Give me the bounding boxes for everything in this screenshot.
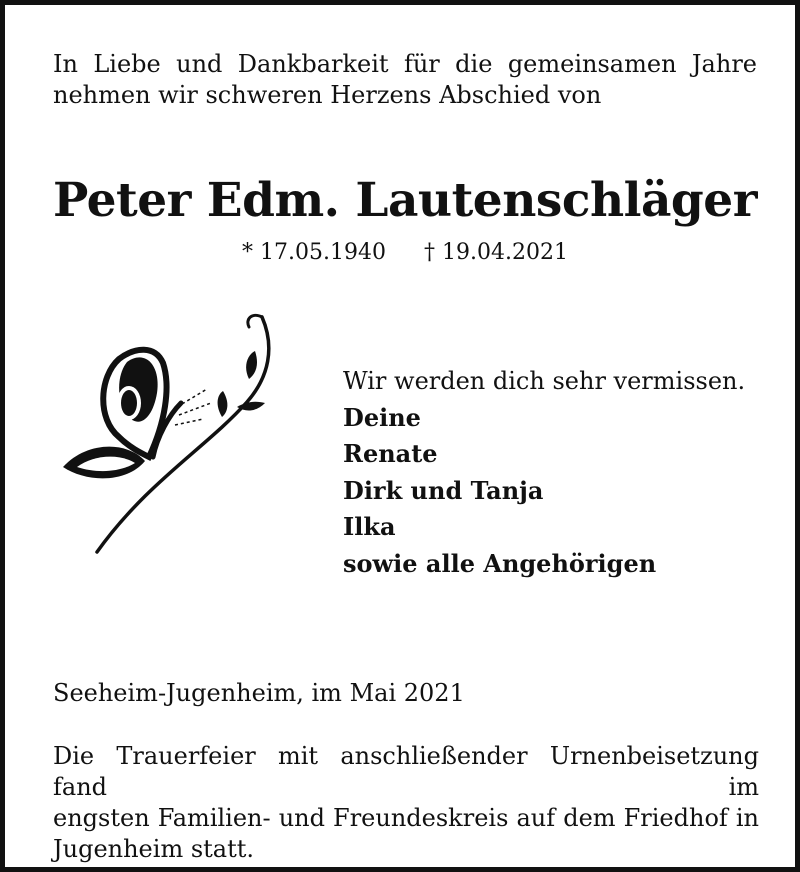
intro-line-1: In Liebe und Dankbarkeit für die gemeinsamen Jahre [53,50,757,78]
butterfly-icon [57,307,277,557]
signature-line: Renate [343,439,438,468]
intro-line-2: nehmen wir schweren Herzens Abschied von [53,81,602,109]
life-dates [5,240,800,265]
signature-line: Ilka [343,512,396,541]
ceremony-line: Jugenheim statt. [53,835,255,863]
ceremony-notice [53,741,759,865]
signature-line: Dirk und Tanja [343,475,544,505]
ceremony-line: engsten Familien- und Freundeskreis auf dem Friedhof in [53,804,759,832]
farewell-message [343,363,745,582]
signature-line: sowie alle Angehörigen [343,548,657,578]
birth-date: * 17.05.1940 [242,240,386,265]
place-and-date: Seeheim-Jugenheim, im Mai 2021 [53,679,465,707]
signature-line: Deine [343,402,421,432]
message-text: Wir werden dich sehr vermissen. [343,367,746,395]
death-date: † 19.04.2021 [424,240,568,265]
intro-text [53,49,757,111]
deceased-name: Peter Edm. Lautenschläger [53,173,757,228]
ceremony-line: Die Trauerfeier mit anschließender Urnenbeisetzung fand im [53,742,759,801]
